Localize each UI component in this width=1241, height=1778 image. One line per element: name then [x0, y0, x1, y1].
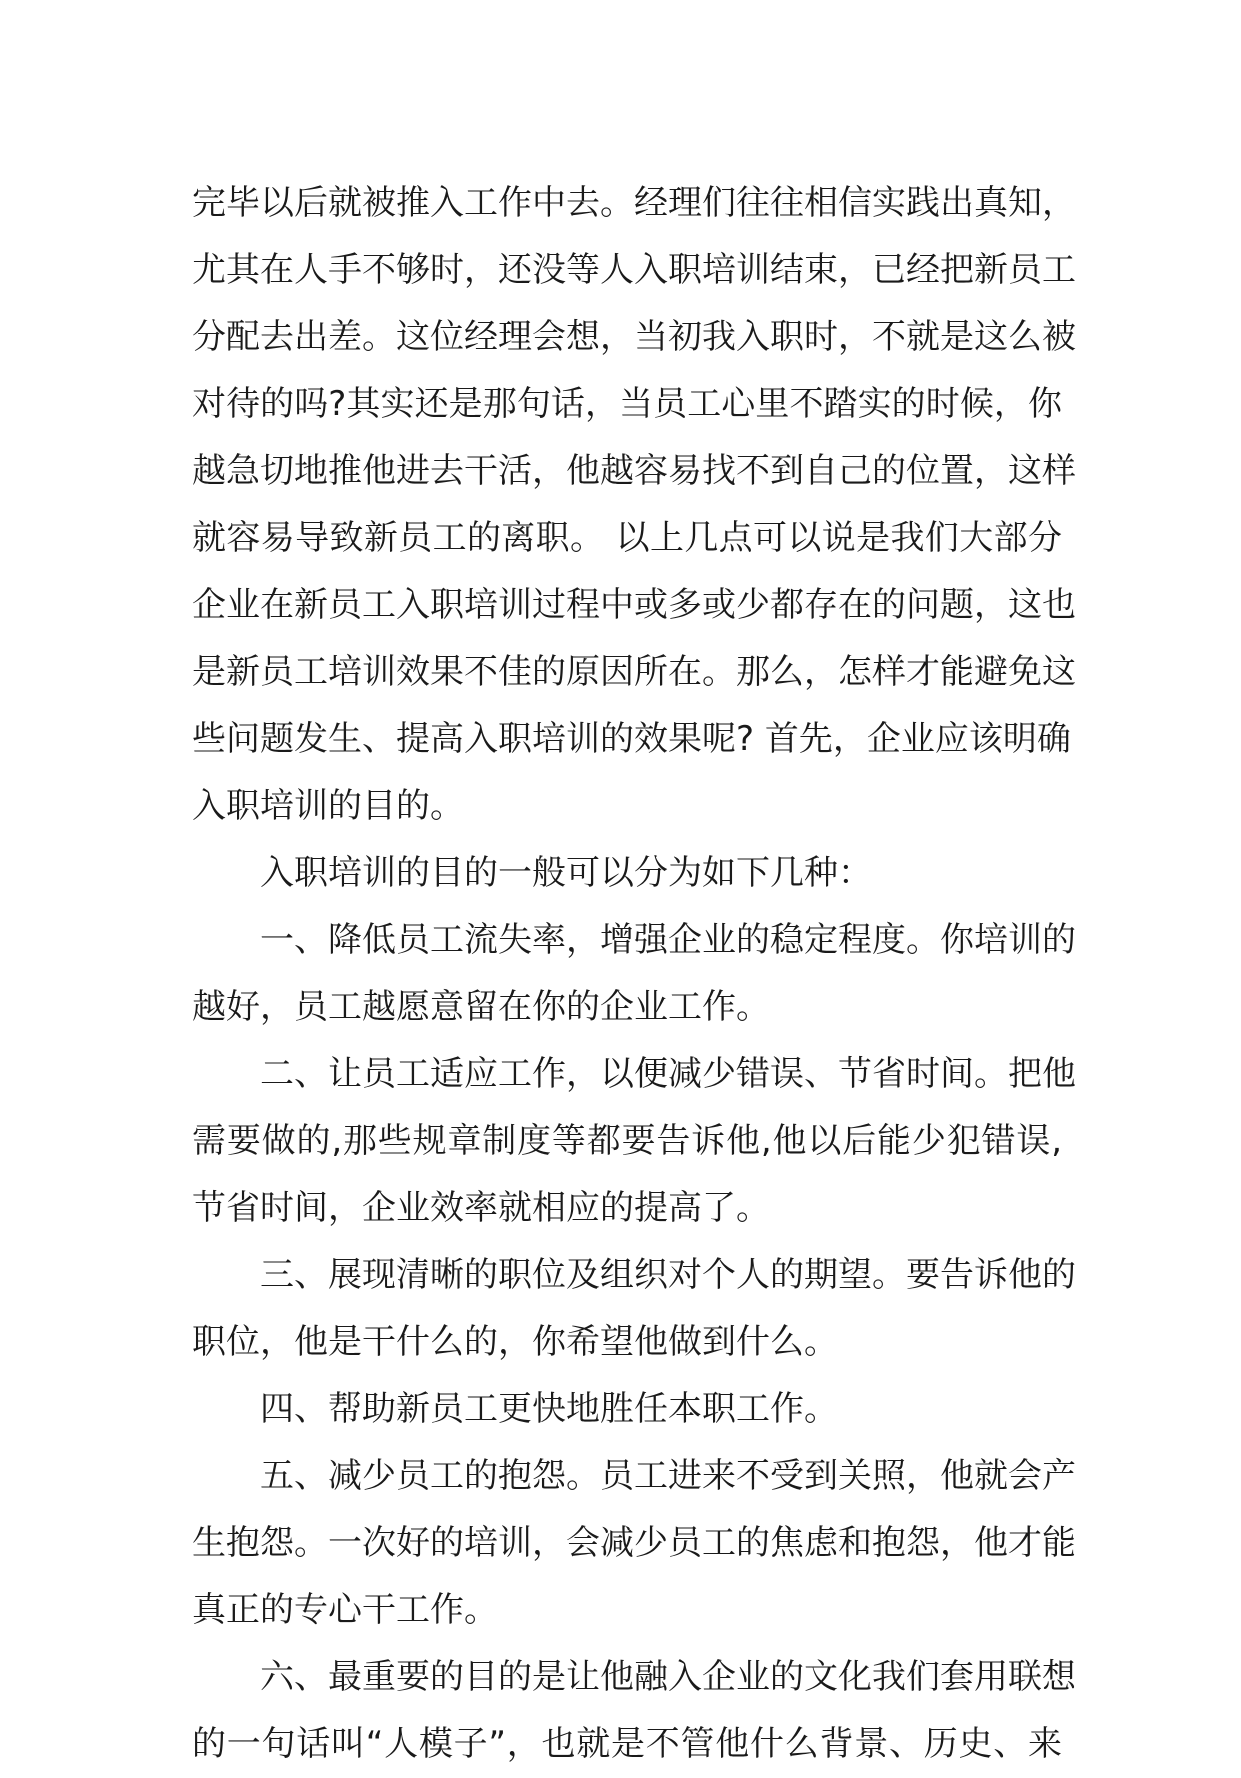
text-line: 职位，他是干什么的，你希望他做到什么。 — [192, 1322, 838, 1362]
text-line: 生抱怨。一次好的培训，会减少员工的焦虑和抱怨，他才能 — [192, 1523, 1076, 1563]
text-line: 是新员工培训效果不佳的原因所在。那么，怎样才能避免这 — [192, 652, 1076, 692]
text-line: 对待的吗?其实还是那句话，当员工心里不踏实的时候，你 — [192, 384, 1062, 424]
text-line: 四、帮助新员工更快地胜任本职工作。 — [260, 1389, 838, 1429]
text-line: 就容易导致新员工的离职。 以上几点可以说是我们大部分 — [192, 518, 1062, 558]
text-line: 越好，员工越愿意留在你的企业工作。 — [192, 987, 770, 1027]
text-line: 真正的专心干工作。 — [192, 1590, 498, 1630]
text-line: 六、最重要的目的是让他融入企业的文化我们套用联想 — [260, 1657, 1076, 1697]
text-line: 的一句话叫“人模子”，也就是不管他什么背景、历史、来 — [192, 1724, 1062, 1764]
text-line: 节省时间，企业效率就相应的提高了。 — [192, 1188, 770, 1228]
text-line: 五、减少员工的抱怨。员工进来不受到关照，他就会产 — [260, 1456, 1076, 1496]
text-line: 入职培训的目的一般可以分为如下几种： — [260, 853, 872, 893]
text-line: 完毕以后就被推入工作中去。经理们往往相信实践出真知， — [192, 183, 1076, 223]
text-line: 些问题发生、提高入职培训的效果呢? 首先，企业应该明确 — [192, 719, 1071, 759]
text-line: 入职培训的目的。 — [192, 786, 464, 826]
body-text — [192, 170, 1076, 1778]
text-line: 三、展现清晰的职位及组织对个人的期望。要告诉他的 — [260, 1255, 1076, 1295]
text-line: 分配去出差。这位经理会想，当初我入职时，不就是这么被 — [192, 317, 1076, 357]
text-line: 企业在新员工入职培训过程中或多或少都存在的问题，这也 — [192, 585, 1076, 625]
text-line: 一、降低员工流失率，增强企业的稳定程度。你培训的 — [260, 920, 1076, 960]
text-line: 二、让员工适应工作，以便减少错误、节省时间。把他 — [260, 1054, 1076, 1094]
text-line: 需要做的,那些规章制度等都要告诉他,他以后能少犯错误, — [192, 1121, 1062, 1161]
text-line: 尤其在人手不够时，还没等人入职培训结束，已经把新员工 — [192, 250, 1076, 290]
text-line: 越急切地推他进去干活，他越容易找不到自己的位置，这样 — [192, 451, 1076, 491]
